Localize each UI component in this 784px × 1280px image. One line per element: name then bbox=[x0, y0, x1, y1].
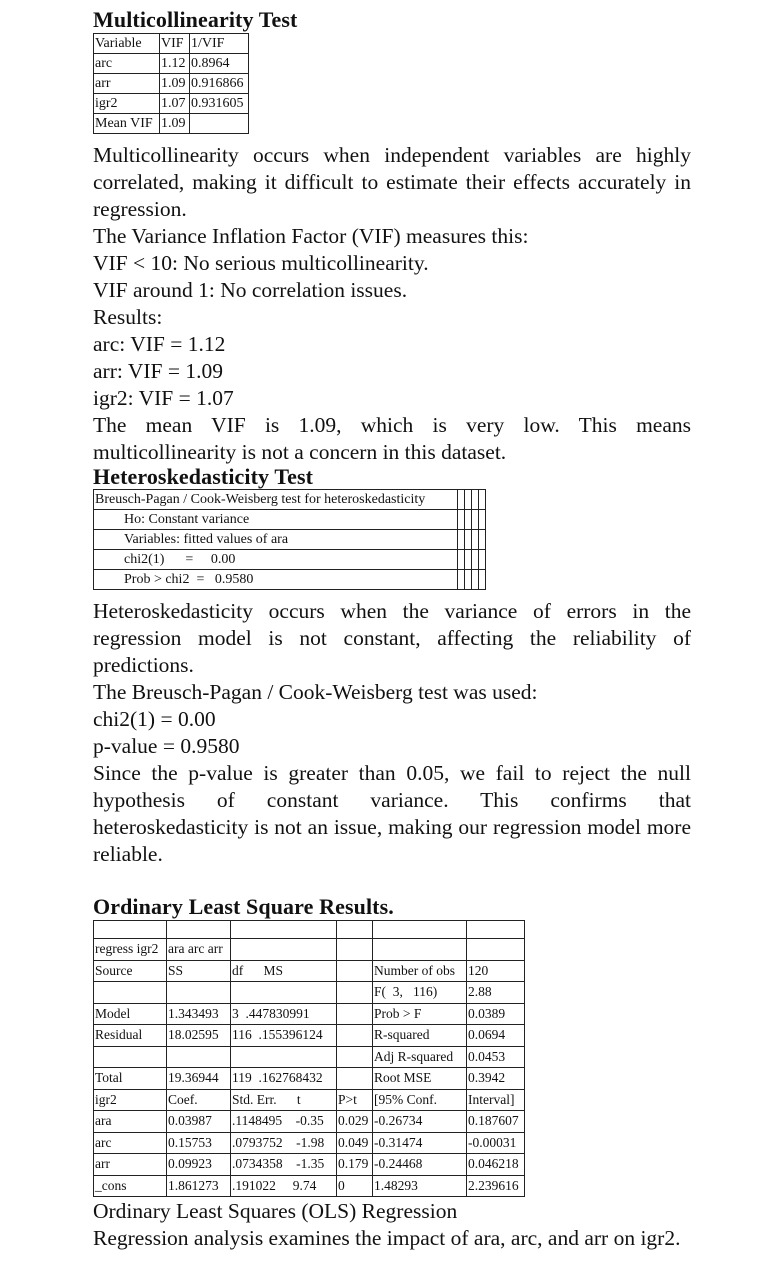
ols-cell: [95% Conf. bbox=[373, 1089, 467, 1111]
ols-cell: 0.179 bbox=[337, 1154, 373, 1176]
ols-cell: 0.3942 bbox=[467, 1068, 525, 1090]
ols-cell: 0.029 bbox=[337, 1111, 373, 1133]
ols-body-text bbox=[93, 1198, 691, 1252]
ols-cell: 0.09923 bbox=[167, 1154, 231, 1176]
vif-table-row bbox=[94, 114, 249, 134]
bp-title: Breusch-Pagan / Cook-Weisberg test for heteroskedasticity bbox=[94, 490, 458, 510]
ols-cell: SS bbox=[167, 960, 231, 982]
ols-cell bbox=[94, 921, 167, 939]
heteroskedasticity-heading: Heteroskedasticity Test bbox=[93, 464, 314, 489]
text-line: arr: VIF = 1.09 bbox=[93, 359, 223, 383]
ols-table-row bbox=[94, 1046, 525, 1068]
ols-cell: 0.15753 bbox=[167, 1132, 231, 1154]
ols-cell bbox=[337, 921, 373, 939]
vif-cell: igr2 bbox=[94, 94, 160, 114]
vif-cell: arr bbox=[94, 74, 160, 94]
ols-cell bbox=[337, 1046, 373, 1068]
vif-cell: arc bbox=[94, 54, 160, 74]
ols-table-row bbox=[94, 1175, 525, 1197]
ols-cell: Total bbox=[94, 1068, 167, 1090]
ols-cell: regress igr2 bbox=[94, 939, 167, 961]
text-line: The Breusch-Pagan / Cook-Weisberg test was used: bbox=[93, 680, 538, 704]
ols-cell bbox=[337, 960, 373, 982]
ols-table-row bbox=[94, 982, 525, 1004]
text-line: Results: bbox=[93, 305, 163, 329]
heteroskedasticity-intro: Heteroskedasticity occurs when the variance of errors in the regression model is not constant, affecting the reliability of predictions. bbox=[93, 599, 691, 677]
ols-cell: 120 bbox=[467, 960, 525, 982]
bp-cell: Ho: Constant variance bbox=[94, 510, 458, 530]
ols-cell: Model bbox=[94, 1003, 167, 1025]
ols-cell: Prob > F bbox=[373, 1003, 467, 1025]
ols-cell: 1.861273 bbox=[167, 1175, 231, 1197]
vif-header-cell: VIF bbox=[160, 34, 190, 54]
ols-cell bbox=[167, 982, 231, 1004]
ols-cell: Source bbox=[94, 960, 167, 982]
ols-table-row bbox=[94, 1154, 525, 1176]
ols-cell bbox=[231, 982, 337, 1004]
bp-row bbox=[94, 510, 486, 530]
ols-cell: 18.02595 bbox=[167, 1025, 231, 1047]
multicollinearity-body bbox=[93, 142, 691, 466]
ols-cell bbox=[337, 1068, 373, 1090]
ols-cell: Root MSE bbox=[373, 1068, 467, 1090]
ols-cell: F( 3, 116) bbox=[373, 982, 467, 1004]
ols-cell: 0.0389 bbox=[467, 1003, 525, 1025]
bp-cell: Prob > chi2 = 0.9580 bbox=[94, 570, 458, 590]
ols-cell: ara arc arr bbox=[167, 939, 231, 961]
ols-cell: 116 .155396124 bbox=[231, 1025, 337, 1047]
ols-cell bbox=[231, 939, 337, 961]
text-line: VIF < 10: No serious multicollinearity. bbox=[93, 251, 429, 275]
ols-cell bbox=[231, 921, 337, 939]
ols-cell: Coef. bbox=[167, 1089, 231, 1111]
text-line: arc: VIF = 1.12 bbox=[93, 332, 226, 356]
ols-cell: 19.36944 bbox=[167, 1068, 231, 1090]
text-line: igr2: VIF = 1.07 bbox=[93, 386, 234, 410]
vif-cell: 1.12 bbox=[160, 54, 190, 74]
ols-cell: 0.049 bbox=[337, 1132, 373, 1154]
bp-row bbox=[94, 550, 486, 570]
ols-cell bbox=[337, 982, 373, 1004]
text-line: p-value = 0.9580 bbox=[93, 734, 240, 758]
vif-header-cell: Variable bbox=[94, 34, 160, 54]
ols-cell: Std. Err. t bbox=[231, 1089, 337, 1111]
vif-cell bbox=[190, 114, 249, 134]
vif-cell: 1.09 bbox=[160, 114, 190, 134]
ols-cell: 119 .162768432 bbox=[231, 1068, 337, 1090]
bp-row bbox=[94, 570, 486, 590]
ols-cell: 2.239616 bbox=[467, 1175, 525, 1197]
multicollinearity-conclusion: The mean VIF is 1.09, which is very low. This means multicollinearity is not a concern in this dataset. bbox=[93, 413, 691, 464]
ols-cell: 0.046218 bbox=[467, 1154, 525, 1176]
ols-cell: .0793752 -1.98 bbox=[231, 1132, 337, 1154]
ols-cell: R-squared bbox=[373, 1025, 467, 1047]
heteroskedasticity-body bbox=[93, 598, 691, 868]
ols-cell: Adj R-squared bbox=[373, 1046, 467, 1068]
ols-cell: .0734358 -1.35 bbox=[231, 1154, 337, 1176]
ols-table-row bbox=[94, 960, 525, 982]
heteroskedasticity-conclusion: Since the p-value is greater than 0.05, we fail to reject the null hypothesis of constant variance. This confirms that heteroskedasticity is not an issue, making our regression model more reliable. bbox=[93, 761, 691, 866]
ols-cell: -0.00031 bbox=[467, 1132, 525, 1154]
vif-header-cell: 1/VIF bbox=[190, 34, 249, 54]
ols-cell: 0.03987 bbox=[167, 1111, 231, 1133]
ols-table-row bbox=[94, 1025, 525, 1047]
ols-heading: Ordinary Least Square Results. bbox=[93, 894, 394, 919]
ols-cell: _cons bbox=[94, 1175, 167, 1197]
ols-cell: Residual bbox=[94, 1025, 167, 1047]
vif-table-row bbox=[94, 54, 249, 74]
ols-cell: Interval] bbox=[467, 1089, 525, 1111]
ols-cell bbox=[373, 921, 467, 939]
vif-table-header bbox=[94, 34, 249, 54]
ols-subheading: Ordinary Least Squares (OLS) Regression bbox=[93, 1199, 458, 1223]
ols-cell: 2.88 bbox=[467, 982, 525, 1004]
ols-cell: arc bbox=[94, 1132, 167, 1154]
vif-table-row bbox=[94, 74, 249, 94]
ols-cell: 0.187607 bbox=[467, 1111, 525, 1133]
ols-cell: 3 .447830991 bbox=[231, 1003, 337, 1025]
text-line: VIF around 1: No correlation issues. bbox=[93, 278, 408, 302]
ols-cell bbox=[231, 1046, 337, 1068]
ols-cell: 1.48293 bbox=[373, 1175, 467, 1197]
ols-cell bbox=[94, 1046, 167, 1068]
ols-cell: -0.26734 bbox=[373, 1111, 467, 1133]
ols-cell bbox=[467, 939, 525, 961]
ols-cell: 0.0694 bbox=[467, 1025, 525, 1047]
text-line: The Variance Inflation Factor (VIF) measures this: bbox=[93, 224, 529, 248]
vif-table bbox=[93, 33, 249, 134]
ols-cell: 1.343493 bbox=[167, 1003, 231, 1025]
ols-cell bbox=[337, 1025, 373, 1047]
ols-cell: P>t bbox=[337, 1089, 373, 1111]
ols-cell: arr bbox=[94, 1154, 167, 1176]
ols-table-row bbox=[94, 1111, 525, 1133]
bp-title-row bbox=[94, 490, 486, 510]
ols-cell: .1148495 -0.35 bbox=[231, 1111, 337, 1133]
bp-cell: chi2(1) = 0.00 bbox=[94, 550, 458, 570]
bp-row bbox=[94, 530, 486, 550]
ols-cell bbox=[94, 982, 167, 1004]
ols-cell bbox=[467, 921, 525, 939]
ols-table-row bbox=[94, 921, 525, 939]
ols-cell bbox=[337, 1003, 373, 1025]
ols-table-row bbox=[94, 1068, 525, 1090]
ols-cell: ara bbox=[94, 1111, 167, 1133]
ols-intro: Regression analysis examines the impact of ara, arc, and arr on igr2. bbox=[93, 1226, 681, 1250]
ols-cell: 0.0453 bbox=[467, 1046, 525, 1068]
ols-results-table bbox=[93, 920, 525, 1197]
vif-table-row bbox=[94, 94, 249, 114]
vif-cell: 0.931605 bbox=[190, 94, 249, 114]
vif-cell: 0.916866 bbox=[190, 74, 249, 94]
ols-cell: df MS bbox=[231, 960, 337, 982]
multicollinearity-heading: Multicollinearity Test bbox=[93, 7, 298, 32]
vif-cell: 1.07 bbox=[160, 94, 190, 114]
ols-cell bbox=[373, 939, 467, 961]
ols-table-row bbox=[94, 1132, 525, 1154]
ols-cell bbox=[167, 921, 231, 939]
ols-cell bbox=[337, 939, 373, 961]
vif-cell: 1.09 bbox=[160, 74, 190, 94]
ols-cell: Number of obs bbox=[373, 960, 467, 982]
text-line: chi2(1) = 0.00 bbox=[93, 707, 216, 731]
multicollinearity-intro: Multicollinearity occurs when independent variables are highly correlated, making it difficult to estimate their effects accurately in regression. bbox=[93, 143, 691, 221]
bp-cell: Variables: fitted values of ara bbox=[94, 530, 458, 550]
ols-cell: -0.31474 bbox=[373, 1132, 467, 1154]
ols-table-row bbox=[94, 1089, 525, 1111]
breusch-pagan-table bbox=[93, 489, 486, 590]
ols-cell: 0 bbox=[337, 1175, 373, 1197]
vif-cell: 0.8964 bbox=[190, 54, 249, 74]
ols-table-row bbox=[94, 939, 525, 961]
ols-table-row bbox=[94, 1003, 525, 1025]
ols-cell: -0.24468 bbox=[373, 1154, 467, 1176]
vif-cell: Mean VIF bbox=[94, 114, 160, 134]
ols-cell bbox=[167, 1046, 231, 1068]
ols-cell: .191022 9.74 bbox=[231, 1175, 337, 1197]
ols-cell: igr2 bbox=[94, 1089, 167, 1111]
